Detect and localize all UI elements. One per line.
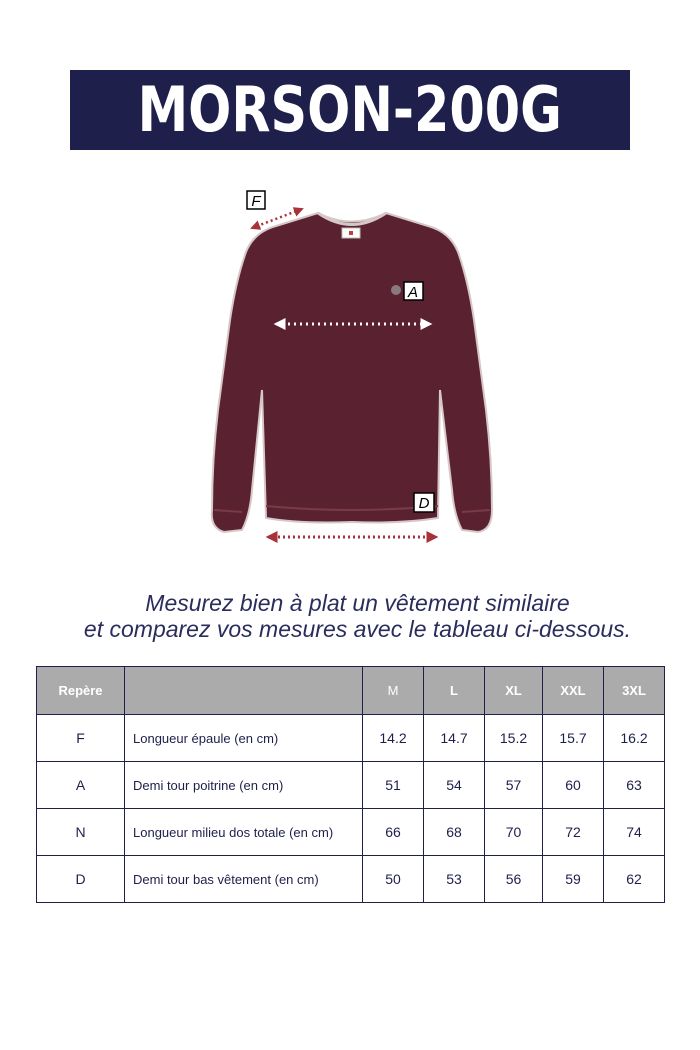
cell-value: 72	[543, 809, 604, 856]
header-mark: Repère	[37, 667, 125, 715]
marker-f: F	[251, 193, 261, 210]
cell-value: 70	[485, 809, 543, 856]
row-label: Demi tour bas vêtement (en cm)	[125, 856, 363, 903]
cell-value: 66	[363, 809, 424, 856]
cell-value: 59	[543, 856, 604, 903]
neck-label-logo	[349, 231, 353, 235]
marker-a: A	[407, 284, 419, 301]
table-header-row	[37, 667, 665, 715]
instructions-line-1: Mesurez bien à plat un vêtement similaire	[145, 590, 570, 616]
header-size-xl: XL	[485, 667, 543, 715]
table-row	[37, 809, 665, 856]
measuring-instructions	[0, 590, 700, 642]
cell-value: 50	[363, 856, 424, 903]
header-size-xxl: XXL	[543, 667, 604, 715]
row-label: Longueur milieu dos totale (en cm)	[125, 809, 363, 856]
cell-value: 54	[424, 762, 485, 809]
cell-value: 62	[604, 856, 665, 903]
cell-value: 14.7	[424, 715, 485, 762]
cell-value: 57	[485, 762, 543, 809]
instructions-line-2: et comparez vos mesures avec le tableau ci-dessous.	[83, 616, 632, 642]
row-mark: F	[37, 715, 125, 762]
sweater-illustration	[0, 170, 700, 560]
table-row	[37, 856, 665, 903]
cell-value: 68	[424, 809, 485, 856]
row-label: Demi tour poitrine (en cm)	[125, 762, 363, 809]
row-mark: D	[37, 856, 125, 903]
chest-logo	[391, 285, 401, 295]
cell-value: 63	[604, 762, 665, 809]
title-band	[70, 70, 630, 150]
table-row	[37, 762, 665, 809]
cell-value: 56	[485, 856, 543, 903]
row-mark: N	[37, 809, 125, 856]
table-row	[37, 715, 665, 762]
cell-value: 51	[363, 762, 424, 809]
cell-value: 53	[424, 856, 485, 903]
cell-value: 15.7	[543, 715, 604, 762]
row-mark: A	[37, 762, 125, 809]
marker-d: D	[418, 495, 430, 512]
product-title: MORSON-200G	[137, 73, 563, 146]
row-label: Longueur épaule (en cm)	[125, 715, 363, 762]
header-size-l: L	[424, 667, 485, 715]
cell-value: 15.2	[485, 715, 543, 762]
header-size-m: M	[363, 667, 424, 715]
cell-value: 74	[604, 809, 665, 856]
cell-value: 60	[543, 762, 604, 809]
header-label	[125, 667, 363, 715]
garment-figure	[0, 170, 700, 560]
cell-value: 14.2	[363, 715, 424, 762]
header-size-3xl: 3XL	[604, 667, 665, 715]
sweater-shape	[212, 213, 492, 532]
cell-value: 16.2	[604, 715, 665, 762]
size-table	[36, 666, 665, 903]
